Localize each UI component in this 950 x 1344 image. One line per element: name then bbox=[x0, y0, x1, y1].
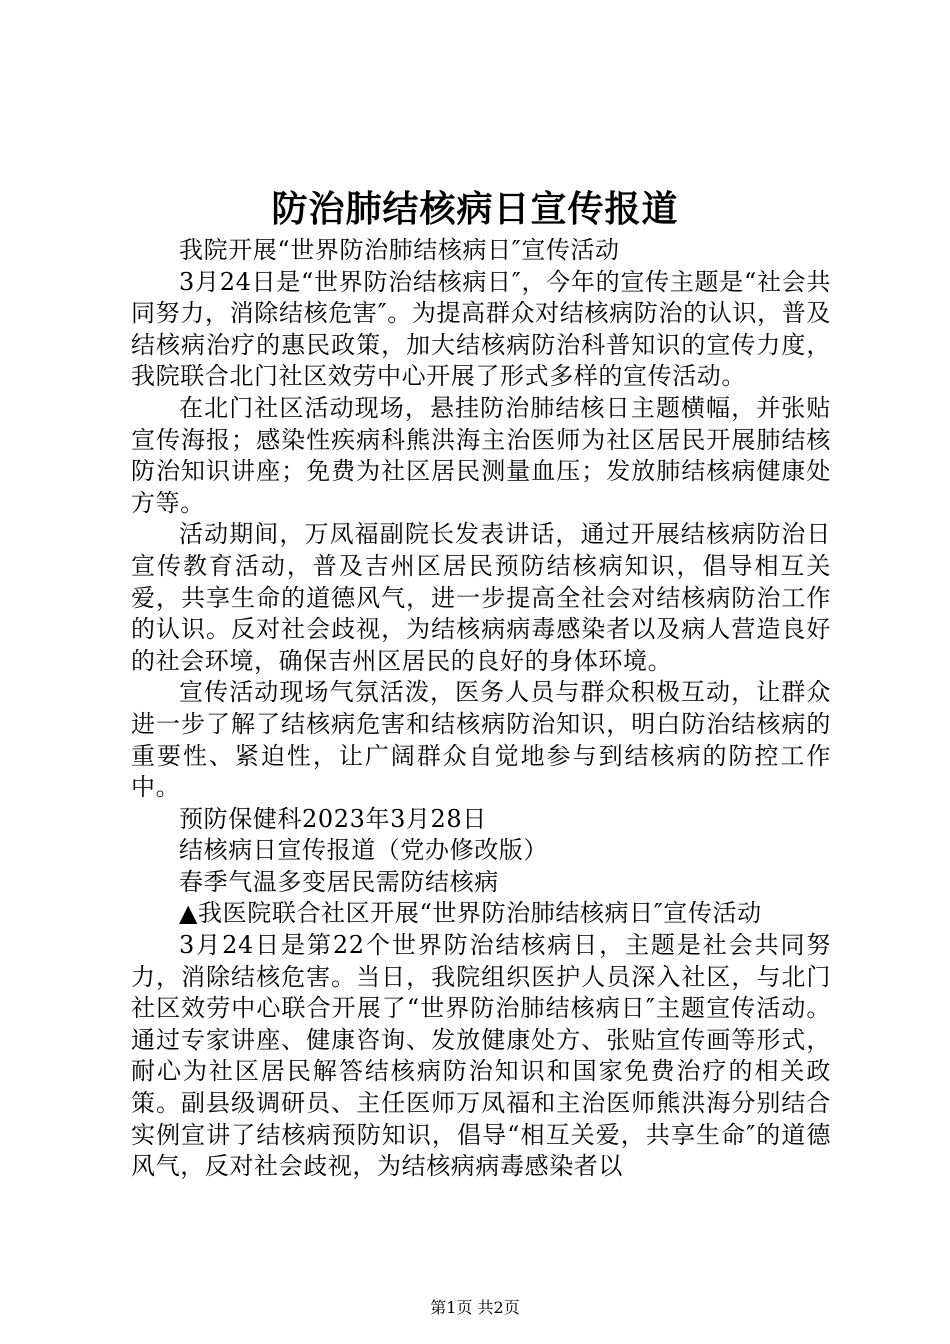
paragraph: 3月24日是“世界防治结核病日″，今年的宣传主题是“社会共同努力，消除结核危害″。为提高群众对结核病防治的认识，普及结核病治疗的惠民政策，加大结核病防治科普知识的宣传力度，我院联合北门社区效劳中心开展了形式多样的宣传活动。 bbox=[131, 267, 831, 391]
document-body bbox=[131, 235, 831, 1183]
paragraph-heading: 结核病日宣传报道（党办修改版） bbox=[179, 836, 548, 865]
paragraph-subtitle: 我院开展“世界防治肺结核病日″宣传活动 bbox=[179, 236, 620, 264]
paragraph: 在北门社区活动现场，悬挂防治肺结核日主题横幅，并张贴宣传海报；感染性疾病科熊洪海主治医师为社区居民开展肺结核防治知识讲座；免费为社区居民测量血压；发放肺结核病健康处方等。 bbox=[131, 393, 831, 517]
page-footer: 第1页 共2页 bbox=[430, 1298, 520, 1317]
paragraph-heading: 春季气温多变居民需防结核病 bbox=[179, 867, 499, 896]
paragraph-heading: ▲我医院联合社区开展“世界防治肺结核病日″宣传活动 bbox=[179, 899, 762, 928]
paragraph: 3月24日是第22个世界防治结核病日，主题是社会共同努力，消除结核危害。当日，我院组织医护人员深入社区，与北门社区效劳中心联合开展了“世界防治肺结核病日″主题宣传活动。通过专家讲座、健康咨询、发放健康处方、张贴宣传画等形式，耐心为社区居民解答结核病防治知识和国家免费治疗的相关政策。副县级调研员、主任医师万凤福和主治医师熊洪海分别结合实例宣讲了结核病预防知识，倡导“相互关爱，共享生命″的道德风气，反对社会歧视，为结核病病毒感染者以 bbox=[131, 931, 831, 1181]
paragraph-signature: 预防保健科2023年3月28日 bbox=[179, 804, 487, 833]
paragraph: 宣传活动现场气氛活泼，医务人员与群众积极互动，让群众进一步了解了结核病危害和结核病防治知识，明白防治结核病的重要性、紧迫性，让广阔群众自觉地参与到结核病的防控工作中。 bbox=[131, 678, 831, 802]
document-title: 防治肺结核病日宣传报道 bbox=[271, 188, 679, 230]
paragraph: 活动期间，万凤福副院长发表讲话，通过开展结核病防治日宣传教育活动，普及吉州区居民预防结核病知识，倡导相互关爱，共享生命的道德风气，进一步提高全社会对结核病防治工作的认识。反对社会歧视，为结核病病毒感染者以及病人营造良好的社会环境，确保吉州区居民的良好的身体环境。 bbox=[131, 520, 831, 675]
